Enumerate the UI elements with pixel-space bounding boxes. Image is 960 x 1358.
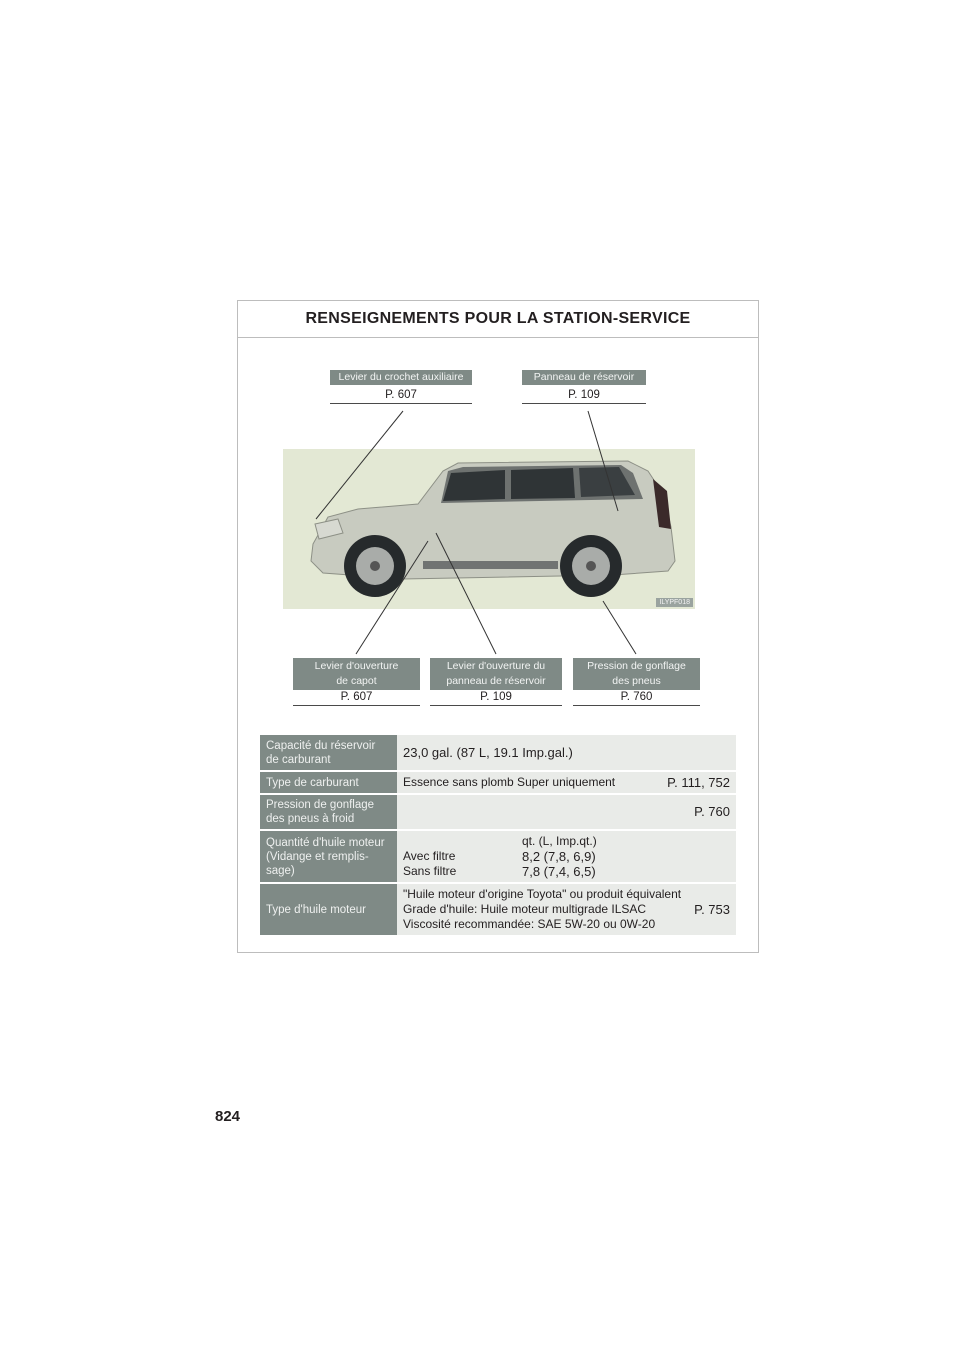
callout-hood-lever-ref[interactable]: P. 607 (293, 691, 420, 706)
table-row (260, 771, 736, 794)
page-title: RENSEIGNEMENTS POUR LA STATION-SERVICE (238, 301, 758, 338)
spec-key: Capacité du réservoir de carburant (260, 735, 397, 771)
oil-type-ref[interactable]: P. 753 (694, 902, 730, 917)
vehicle-illustration (283, 449, 695, 609)
callout-aux-hook-ref[interactable]: P. 607 (330, 389, 472, 404)
callout-aux-hook-label: Levier du crochet auxiliaire (330, 370, 472, 385)
vehicle-photo (283, 449, 695, 609)
callout-fuel-door-label: Panneau de réservoir (522, 370, 646, 385)
callout-fuel-lever-label: Levier d'ouverture du panneau de réservoir (430, 658, 562, 690)
page-number: 824 (215, 1108, 241, 1125)
table-row (260, 883, 736, 936)
spec-value: 23,0 gal. (87 L, 19.1 Imp.gal.) (397, 735, 736, 771)
spec-value (397, 794, 736, 830)
photo-code: ILYPF018 (656, 598, 693, 607)
fuel-type-ref[interactable]: P. 111, 752 (667, 775, 730, 790)
table-row (260, 735, 736, 771)
spec-value: "Huile moteur d'origine Toyota" ou produit équivalent Grade d'huile: Huile moteur multigrade ILSAC P. 753 Viscosité recommandée: SAE 5W-20 ou 0W-20 (397, 883, 736, 936)
spec-key: Quantité d'huile moteur (Vidange et remplis- sage) (260, 830, 397, 883)
table-row (260, 794, 736, 830)
callout-fuel-door-ref[interactable]: P. 109 (522, 389, 646, 404)
callout-tire-pressure-ref[interactable]: P. 760 (573, 691, 700, 706)
tire-pressure-ref[interactable]: P. 760 (694, 804, 730, 819)
spec-table (260, 735, 736, 937)
spec-key: Type d'huile moteur (260, 883, 397, 936)
spec-value: Essence sans plomb Super uniquement P. 111, 752 (397, 771, 736, 794)
callout-hood-lever-label: Levier d'ouverture de capot (293, 658, 420, 690)
service-info-panel (237, 300, 759, 953)
table-row (260, 830, 736, 883)
callout-tire-pressure-label: Pression de gonflage des pneus (573, 658, 700, 690)
callout-fuel-lever-ref[interactable]: P. 109 (430, 691, 562, 706)
spec-value: qt. (L, Imp.qt.) Avec filtre 8,2 (7,8, 6,9) Sans filtre 7,8 (7,4, 6,5) (397, 830, 736, 883)
spec-key: Pression de gonflage des pneus à froid (260, 794, 397, 830)
spec-key: Type de carburant (260, 771, 397, 794)
